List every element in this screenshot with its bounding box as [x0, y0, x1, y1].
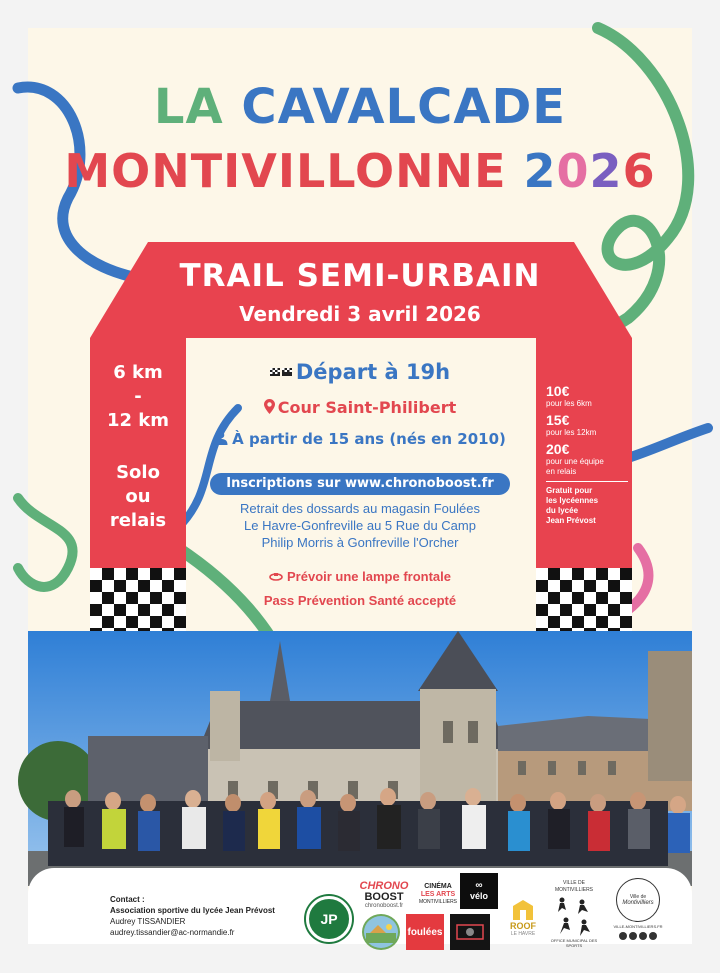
event-date: Vendredi 3 avril 2026	[239, 302, 481, 326]
checkered-flag-right	[536, 568, 632, 636]
montivilliers-text: Montivilliers	[622, 899, 654, 906]
infinity-icon: ∞	[475, 880, 483, 891]
age-requirement-text: À partir de 15 ans (nés en 2010)	[232, 430, 506, 448]
landscape-logo	[362, 914, 400, 950]
bib-pickup-line: Retrait des dossards au magasin Foulées	[240, 501, 480, 516]
sports-figures-icon	[552, 894, 596, 938]
roof-logo-text: ROOF	[510, 920, 536, 931]
contact-info	[110, 894, 320, 938]
event-title-line2	[28, 142, 692, 200]
title-word-cavalcade: CAVALCADE	[241, 79, 567, 135]
landscape-icon	[366, 921, 396, 943]
checkered-flag-left	[90, 568, 186, 636]
bib-pickup-line: Le Havre-Gonfreville au 5 Rue du Camp	[244, 518, 476, 533]
montivilliers-logo	[610, 878, 666, 946]
headlamp-note	[188, 569, 532, 584]
youtube-icon[interactable]	[639, 932, 647, 940]
year-digit: 2	[589, 144, 623, 198]
roof-logo	[506, 894, 540, 940]
age-requirement	[188, 430, 532, 448]
price-desc: pour les 6km	[546, 399, 592, 408]
bib-pickup-info	[188, 500, 532, 551]
location-pin-icon	[264, 399, 275, 414]
runners-photo	[28, 631, 692, 886]
contact-name: Audrey TISSANDIER	[110, 917, 186, 926]
cinema-logo	[418, 880, 458, 908]
montivilliers-url: VILLE-MONTIVILLIERS.FR	[613, 924, 663, 929]
chronoboost-logo-text: BOOST	[364, 890, 404, 903]
health-pass-note: Pass Prévention Santé accepté	[263, 593, 457, 608]
dark-sponsor-icon	[454, 921, 486, 943]
linkedin-icon[interactable]	[649, 932, 657, 940]
contact-email[interactable]: audrey.tissandier@ac-normandie.fr	[110, 928, 235, 937]
poster	[28, 28, 692, 948]
price-desc: pour une équipe	[546, 457, 604, 466]
distance-12km: 12 km	[106, 410, 170, 431]
headlamp-icon	[269, 572, 283, 581]
oms-logo	[548, 880, 600, 948]
foulees-logo-text: foulées	[407, 926, 443, 938]
cinema-logo-text: LES ARTS	[420, 891, 456, 898]
velo-logo-text: vélo	[469, 891, 488, 901]
registration-link[interactable]: Inscriptions sur www.chronoboost.fr	[210, 473, 510, 495]
title-year	[524, 144, 656, 198]
event-place	[228, 398, 492, 417]
title-word-montivillonne: MONTIVILLONNE	[64, 144, 507, 198]
distance-dash: -	[134, 386, 142, 407]
cinema-logo-text: CINÉMA	[424, 883, 452, 890]
chronoboost-url: chronoboost.fr	[364, 902, 404, 909]
social-icons	[619, 932, 657, 940]
event-type: TRAIL SEMI-URBAIN	[179, 258, 541, 294]
format-relay: relais	[109, 510, 167, 531]
distance-6km: 6 km	[113, 362, 163, 383]
start-time	[228, 360, 492, 384]
free-entry-note: du lycée	[546, 506, 579, 515]
bib-pickup-line: Philip Morris à Gonfreville l'Orcher	[261, 535, 459, 550]
roof-logo-sub: LE HAVRE	[510, 930, 536, 937]
free-entry-note: Gratuit pour	[546, 486, 593, 495]
price-amount: 10€	[546, 383, 570, 399]
chronoboost-logo-text: CHRONO	[359, 879, 409, 892]
dark-sponsor-logo	[450, 914, 490, 950]
price-desc: pour les 12km	[546, 428, 597, 437]
contact-org: Association sportive du lycée Jean Prévost	[110, 906, 275, 915]
jp-logo-text: JP	[320, 911, 338, 927]
oms-title: VILLE DE MONTIVILLIERS	[554, 880, 594, 893]
year-digit: 2	[523, 144, 557, 198]
event-place-text: Cour Saint-Philibert	[277, 398, 457, 417]
race-flag-icon	[270, 366, 292, 380]
title-word-la: LA	[153, 79, 224, 135]
price-desc: en relais	[546, 467, 577, 476]
price-amount: 20€	[546, 441, 570, 457]
price-divider	[546, 481, 628, 482]
start-time-text: Départ à 19h	[295, 360, 451, 384]
facebook-icon[interactable]	[619, 932, 627, 940]
person-icon	[214, 431, 228, 445]
year-digit: 6	[622, 144, 656, 198]
velo-logo	[460, 873, 498, 909]
price-amount: 15€	[546, 412, 570, 428]
event-title-line1	[28, 78, 692, 136]
instagram-icon[interactable]	[629, 932, 637, 940]
year-digit: 0	[556, 144, 590, 198]
jp-logo	[306, 896, 352, 942]
cinema-logo-text: MONTIVILLIERS	[418, 899, 458, 905]
format-solo: Solo	[116, 462, 160, 483]
headlamp-note-text: Prévoir une lampe frontale	[287, 569, 451, 584]
montivilliers-emblem	[616, 878, 660, 922]
free-entry-note: Jean Prévost	[546, 516, 596, 525]
oms-sub: OFFICE MUNICIPAL DES SPORTS	[550, 938, 598, 948]
chronoboost-logo	[356, 880, 412, 910]
contact-label: Contact :	[110, 895, 145, 904]
foulees-logo	[406, 914, 444, 950]
price-list	[546, 384, 636, 526]
free-entry-note: les lycéennes	[546, 496, 599, 505]
montivilliers-text: Ville de	[629, 893, 647, 900]
format-or: ou	[125, 486, 151, 507]
roof-icon	[511, 898, 535, 922]
